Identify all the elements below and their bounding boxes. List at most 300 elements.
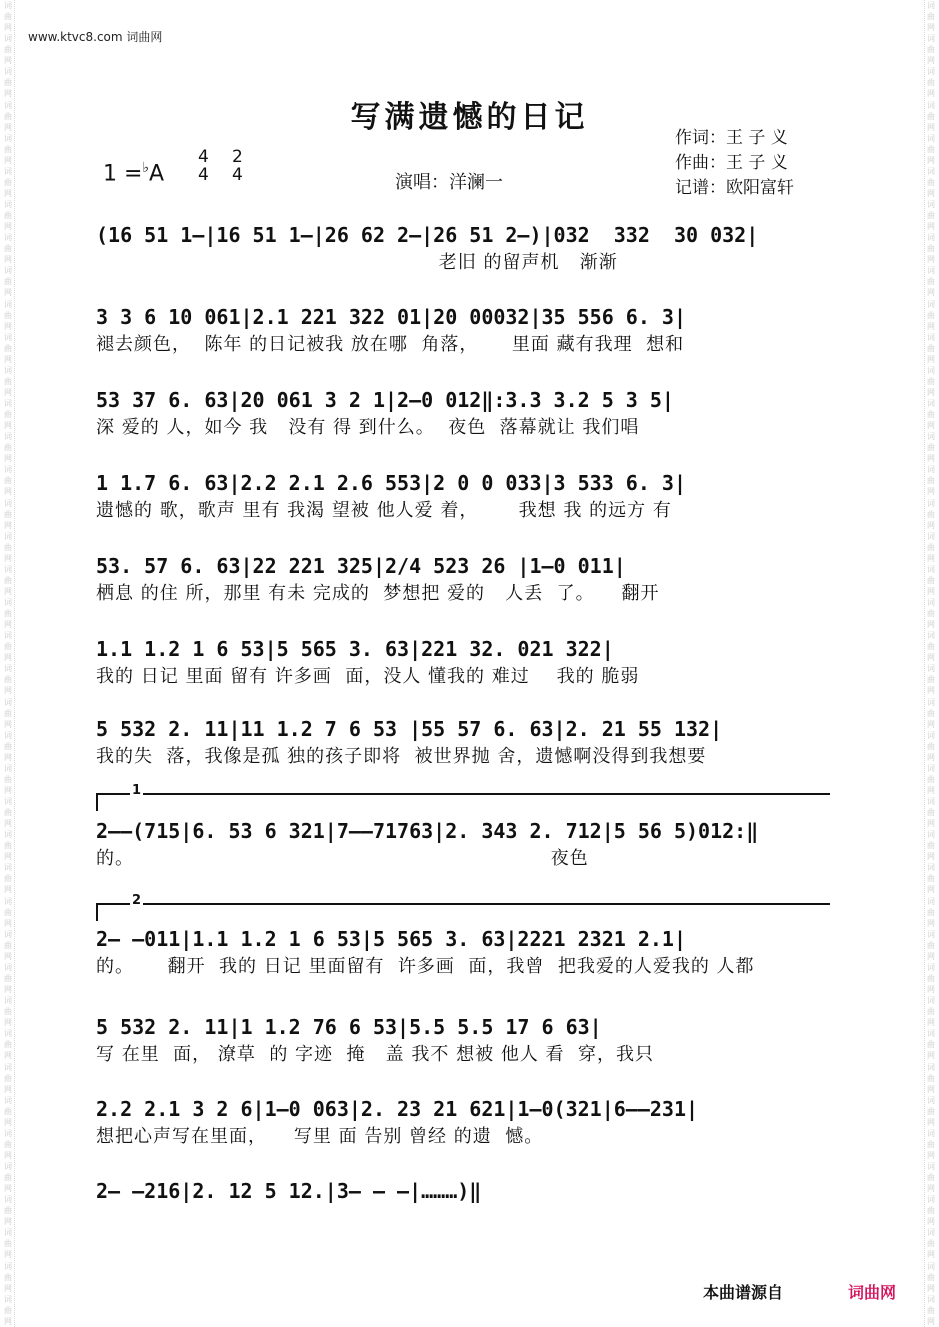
watermark-glyph: 词 bbox=[927, 996, 935, 1006]
flat-icon: ♭ bbox=[142, 160, 150, 176]
watermark-glyph: 网 bbox=[927, 122, 935, 132]
notation: 3 3 6 10 061|2.1 221 322 01|20 00032|35 556 6. 3| bbox=[96, 305, 687, 329]
key-note: A bbox=[149, 161, 165, 187]
lyrics: 的。 翻开 我的 日记 里面留有 许多画 面，我曾 把我爱的人爱我的 人都 bbox=[96, 956, 755, 977]
notation: 5 532 2. 11|11 1.2 7 6 53 |55 57 6. 63|2. 21 55 132| bbox=[96, 717, 723, 741]
watermark-column-left bbox=[2, 0, 15, 1327]
watermark-glyph: 词 bbox=[4, 1029, 12, 1039]
watermark-glyph: 曲 bbox=[4, 741, 12, 751]
watermark-glyph: 曲 bbox=[4, 509, 12, 519]
watermark-glyph: 曲 bbox=[4, 940, 12, 950]
watermark-glyph: 词 bbox=[4, 1195, 12, 1205]
notation: 1 1.7 6. 63|2.2 2.1 2.6 553|2 0 0 033|3 533 6. 3| bbox=[96, 471, 687, 495]
watermark-glyph: 网 bbox=[4, 553, 12, 563]
watermark-glyph: 词 bbox=[927, 233, 935, 243]
watermark-glyph: 网 bbox=[4, 686, 12, 696]
watermark-glyph: 网 bbox=[4, 56, 12, 66]
site-url: www.ktvc8.com 词曲网 bbox=[28, 30, 163, 44]
watermark-glyph: 网 bbox=[4, 984, 12, 994]
watermark-glyph: 网 bbox=[927, 1217, 935, 1227]
watermark-glyph: 网 bbox=[927, 852, 935, 862]
notation: 53. 57 6. 63|22 221 325|2/4 523 26 |1—0 011| bbox=[96, 554, 626, 578]
watermark-glyph: 曲 bbox=[927, 575, 935, 585]
score-line-1 bbox=[96, 220, 836, 276]
watermark-glyph: 曲 bbox=[927, 1272, 935, 1282]
watermark-glyph: 曲 bbox=[4, 609, 12, 619]
watermark-glyph: 网 bbox=[927, 520, 935, 530]
watermark-glyph: 曲 bbox=[927, 476, 935, 486]
watermark-glyph: 曲 bbox=[4, 277, 12, 287]
watermark-glyph: 词 bbox=[4, 763, 12, 773]
watermark-glyph: 网 bbox=[4, 354, 12, 364]
watermark-glyph: 词 bbox=[4, 996, 12, 1006]
watermark-glyph: 词 bbox=[4, 1128, 12, 1138]
watermark-glyph: 词 bbox=[927, 432, 935, 442]
watermark-glyph: 曲 bbox=[927, 78, 935, 88]
watermark-glyph: 曲 bbox=[4, 973, 12, 983]
watermark-glyph: 网 bbox=[4, 387, 12, 397]
watermark-glyph: 网 bbox=[4, 1217, 12, 1227]
watermark-glyph: 词 bbox=[4, 598, 12, 608]
watermark-glyph: 词 bbox=[4, 830, 12, 840]
watermark-glyph: 网 bbox=[4, 819, 12, 829]
watermark-glyph: 网 bbox=[927, 387, 935, 397]
watermark-glyph: 词 bbox=[927, 564, 935, 574]
watermark-glyph: 词 bbox=[4, 1228, 12, 1238]
watermark-glyph: 网 bbox=[4, 1051, 12, 1061]
time-signature-2-4 bbox=[232, 148, 243, 184]
watermark-glyph: 曲 bbox=[927, 310, 935, 320]
watermark-glyph: 曲 bbox=[927, 808, 935, 818]
watermark-glyph: 曲 bbox=[927, 642, 935, 652]
watermark-glyph: 网 bbox=[4, 155, 12, 165]
watermark-glyph: 词 bbox=[927, 1294, 935, 1304]
watermark-glyph: 词 bbox=[4, 664, 12, 674]
watermark-glyph: 网 bbox=[4, 620, 12, 630]
watermark-glyph: 词 bbox=[4, 365, 12, 375]
volta-bracket-2 bbox=[96, 893, 830, 921]
watermark-glyph: 词 bbox=[4, 332, 12, 342]
watermark-glyph: 曲 bbox=[4, 642, 12, 652]
lyrics: 我的 日记 里面 留有 许多画 面，没人 懂我的 难过 我的 脆弱 bbox=[96, 666, 640, 687]
watermark-glyph: 曲 bbox=[4, 542, 12, 552]
watermark-glyph: 曲 bbox=[4, 1305, 12, 1315]
lyrics: 深 爱的 人，如今 我 没有 得 到什么。 夜色 落幕就让 我们唱 bbox=[96, 417, 640, 438]
watermark-glyph: 网 bbox=[927, 885, 935, 895]
watermark-glyph: 词 bbox=[4, 166, 12, 176]
meter-top: 2 bbox=[232, 147, 243, 167]
watermark-glyph: 曲 bbox=[927, 12, 935, 21]
notation: 2— —011|1.1 1.2 1 6 53|5 565 3. 63|2221 2321 2.1| bbox=[96, 927, 687, 951]
meter-bottom: 4 bbox=[198, 165, 209, 185]
footer-source-label: 本曲谱源自 bbox=[703, 1283, 784, 1302]
watermark-glyph: 曲 bbox=[4, 12, 12, 21]
watermark-glyph: 曲 bbox=[927, 376, 935, 386]
watermark-glyph: 曲 bbox=[4, 443, 12, 453]
watermark-glyph: 网 bbox=[4, 653, 12, 663]
watermark-glyph: 网 bbox=[927, 553, 935, 563]
watermark-glyph: 曲 bbox=[927, 675, 935, 685]
watermark-glyph: 网 bbox=[927, 487, 935, 497]
watermark-glyph: 网 bbox=[4, 885, 12, 895]
watermark-glyph: 网 bbox=[4, 321, 12, 331]
watermark-glyph: 网 bbox=[927, 255, 935, 265]
watermark-glyph: 曲 bbox=[927, 45, 935, 55]
volta-number: 1 bbox=[132, 783, 142, 798]
watermark-glyph: 网 bbox=[927, 1051, 935, 1061]
watermark-glyph: 曲 bbox=[4, 144, 12, 154]
lyrics: 褪去颜色， 陈年 的日记被我 放在哪 角落， 里面 藏有我理 想和 bbox=[96, 334, 685, 355]
watermark-glyph: 曲 bbox=[4, 675, 12, 685]
watermark-glyph: 曲 bbox=[927, 874, 935, 884]
watermark-glyph: 词 bbox=[927, 1228, 935, 1238]
watermark-glyph: 曲 bbox=[4, 774, 12, 784]
watermark-glyph: 词 bbox=[927, 929, 935, 939]
watermark-glyph: 网 bbox=[4, 1250, 12, 1260]
watermark-glyph: 网 bbox=[4, 487, 12, 497]
watermark-glyph: 网 bbox=[4, 1084, 12, 1094]
watermark-glyph: 曲 bbox=[927, 708, 935, 718]
watermark-glyph: 曲 bbox=[4, 1007, 12, 1017]
watermark-glyph: 词 bbox=[4, 465, 12, 475]
watermark-glyph: 词 bbox=[4, 929, 12, 939]
watermark-glyph: 网 bbox=[927, 620, 935, 630]
watermark-glyph: 曲 bbox=[927, 1139, 935, 1149]
watermark-glyph: 网 bbox=[4, 454, 12, 464]
watermark-glyph: 网 bbox=[927, 586, 935, 596]
watermark-glyph: 词 bbox=[4, 299, 12, 309]
watermark-glyph: 词 bbox=[4, 962, 12, 972]
watermark-glyph: 词 bbox=[4, 1261, 12, 1271]
watermark-glyph: 网 bbox=[4, 951, 12, 961]
watermark-glyph: 词 bbox=[927, 664, 935, 674]
notation: 5 532 2. 11|1 1.2 76 6 53|5.5 5.5 17 6 63| bbox=[96, 1015, 602, 1039]
watermark-glyph: 网 bbox=[4, 255, 12, 265]
watermark-glyph: 曲 bbox=[927, 609, 935, 619]
watermark-glyph: 曲 bbox=[927, 1206, 935, 1216]
watermark-glyph: 曲 bbox=[927, 1007, 935, 1017]
watermark-glyph: 词 bbox=[4, 531, 12, 541]
watermark-glyph: 曲 bbox=[927, 343, 935, 353]
watermark-glyph: 曲 bbox=[4, 907, 12, 917]
watermark-glyph: 词 bbox=[927, 631, 935, 641]
watermark-glyph: 网 bbox=[927, 354, 935, 364]
volta-number: 2 bbox=[132, 893, 142, 908]
watermark-glyph: 曲 bbox=[4, 575, 12, 585]
watermark-glyph: 曲 bbox=[4, 808, 12, 818]
watermark-glyph: 词 bbox=[927, 200, 935, 210]
watermark-glyph: 网 bbox=[927, 1117, 935, 1127]
watermark-glyph: 网 bbox=[4, 918, 12, 928]
score-line-12 bbox=[96, 1176, 836, 1206]
score-line-3 bbox=[96, 385, 836, 441]
watermark-glyph: 词 bbox=[927, 67, 935, 77]
watermark-glyph: 词 bbox=[927, 1261, 935, 1271]
score-line-5 bbox=[96, 551, 836, 607]
watermark-glyph: 词 bbox=[927, 1195, 935, 1205]
watermark-glyph: 网 bbox=[4, 1283, 12, 1293]
watermark-glyph: 网 bbox=[4, 89, 12, 99]
score-line-6 bbox=[96, 634, 836, 690]
watermark-glyph: 词 bbox=[927, 299, 935, 309]
watermark-glyph: 曲 bbox=[4, 1206, 12, 1216]
watermark-glyph: 曲 bbox=[927, 277, 935, 287]
watermark-glyph: 网 bbox=[4, 1184, 12, 1194]
watermark-glyph: 网 bbox=[4, 1117, 12, 1127]
watermark-glyph: 词 bbox=[927, 1162, 935, 1172]
watermark-glyph: 曲 bbox=[4, 1239, 12, 1249]
watermark-glyph: 词 bbox=[927, 730, 935, 740]
watermark-glyph: 曲 bbox=[927, 144, 935, 154]
watermark-glyph: 网 bbox=[927, 23, 935, 32]
watermark-glyph: 网 bbox=[4, 852, 12, 862]
notation: 2— —216|2. 12 5 12.|3— — —|………)‖ bbox=[96, 1179, 482, 1203]
meter-bottom: 4 bbox=[232, 165, 243, 185]
watermark-glyph: 曲 bbox=[927, 1173, 935, 1183]
notation: 2.2 2.1 3 2 6|1—0 063|2. 23 21 621|1—0(321|6——231| bbox=[96, 1097, 699, 1121]
watermark-glyph: 词 bbox=[927, 531, 935, 541]
watermark-glyph: 网 bbox=[927, 1316, 935, 1326]
watermark-glyph: 网 bbox=[927, 785, 935, 795]
watermark-glyph: 网 bbox=[927, 288, 935, 298]
watermark-glyph: 网 bbox=[927, 1150, 935, 1160]
watermark-glyph: 曲 bbox=[4, 1040, 12, 1050]
watermark-glyph: 曲 bbox=[927, 940, 935, 950]
watermark-glyph: 词 bbox=[927, 598, 935, 608]
footer-brand-link[interactable]: 词曲网 bbox=[848, 1283, 897, 1302]
watermark-column-right bbox=[924, 0, 937, 1327]
watermark-glyph: 词 bbox=[4, 564, 12, 574]
watermark-glyph: 网 bbox=[4, 288, 12, 298]
watermark-glyph: 网 bbox=[927, 1250, 935, 1260]
watermark-glyph: 网 bbox=[927, 155, 935, 165]
score-line-10 bbox=[96, 1012, 836, 1068]
watermark-glyph: 曲 bbox=[4, 244, 12, 254]
lyrics: 老旧 的留声机 渐渐 bbox=[96, 252, 618, 273]
watermark-glyph: 词 bbox=[4, 896, 12, 906]
watermark-glyph: 网 bbox=[4, 586, 12, 596]
singer-credit: 演唱：洋澜一 bbox=[395, 172, 503, 193]
watermark-glyph: 曲 bbox=[927, 211, 935, 221]
watermark-glyph: 词 bbox=[4, 697, 12, 707]
watermark-glyph: 词 bbox=[927, 1128, 935, 1138]
lyrics: 栖息 的住 所，那里 有未 完成的 梦想把 爱的 人丢 了。 翻开 bbox=[96, 583, 660, 604]
key-prefix: 1 = bbox=[103, 161, 143, 187]
score-line-9 bbox=[96, 924, 836, 980]
watermark-glyph: 曲 bbox=[4, 476, 12, 486]
watermark-glyph: 词 bbox=[927, 763, 935, 773]
watermark-glyph: 词 bbox=[4, 1062, 12, 1072]
watermark-glyph: 网 bbox=[4, 719, 12, 729]
watermark-glyph: 网 bbox=[927, 686, 935, 696]
watermark-glyph: 网 bbox=[927, 56, 935, 66]
watermark-glyph: 词 bbox=[4, 432, 12, 442]
watermark-glyph: 网 bbox=[927, 222, 935, 232]
watermark-glyph: 网 bbox=[927, 421, 935, 431]
watermark-glyph: 网 bbox=[927, 918, 935, 928]
lyrics: 遗憾的 歌，歌声 里有 我渴 望被 他人爱 着， 我想 我 的远方 有 bbox=[96, 500, 672, 521]
watermark-glyph: 曲 bbox=[927, 973, 935, 983]
watermark-glyph: 词 bbox=[4, 133, 12, 143]
watermark-glyph: 词 bbox=[4, 399, 12, 409]
watermark-glyph: 词 bbox=[927, 100, 935, 110]
watermark-glyph: 曲 bbox=[4, 376, 12, 386]
watermark-glyph: 网 bbox=[927, 719, 935, 729]
watermark-glyph: 网 bbox=[4, 752, 12, 762]
watermark-glyph: 网 bbox=[927, 89, 935, 99]
watermark-glyph: 曲 bbox=[927, 244, 935, 254]
watermark-glyph: 词 bbox=[4, 1095, 12, 1105]
watermark-glyph: 词 bbox=[927, 332, 935, 342]
watermark-glyph: 词 bbox=[4, 797, 12, 807]
watermark-glyph: 词 bbox=[927, 797, 935, 807]
lyrics: 想把心声写在里面， 写里 面 告别 曾经 的遗 憾。 bbox=[96, 1126, 544, 1147]
watermark-glyph: 曲 bbox=[4, 1272, 12, 1282]
watermark-glyph: 词 bbox=[4, 34, 12, 44]
watermark-glyph: 曲 bbox=[4, 1106, 12, 1116]
watermark-glyph: 词 bbox=[4, 67, 12, 77]
watermark-glyph: 曲 bbox=[4, 211, 12, 221]
watermark-glyph: 曲 bbox=[4, 1173, 12, 1183]
watermark-glyph: 网 bbox=[4, 1018, 12, 1028]
watermark-glyph: 词 bbox=[927, 498, 935, 508]
watermark-glyph: 词 bbox=[927, 266, 935, 276]
watermark-glyph: 词 bbox=[927, 166, 935, 176]
score-line-2 bbox=[96, 302, 836, 358]
watermark-glyph: 网 bbox=[4, 785, 12, 795]
score-line-7 bbox=[96, 714, 836, 770]
watermark-glyph: 网 bbox=[927, 321, 935, 331]
watermark-glyph: 词 bbox=[927, 133, 935, 143]
watermark-glyph: 词 bbox=[4, 100, 12, 110]
watermark-glyph: 曲 bbox=[927, 177, 935, 187]
watermark-glyph: 词 bbox=[927, 1095, 935, 1105]
watermark-glyph: 网 bbox=[927, 188, 935, 198]
lyricist-credit: 作词：王 子 义 bbox=[675, 128, 788, 148]
watermark-glyph: 曲 bbox=[4, 45, 12, 55]
watermark-glyph: 曲 bbox=[4, 343, 12, 353]
watermark-glyph: 曲 bbox=[927, 443, 935, 453]
watermark-glyph: 曲 bbox=[927, 1239, 935, 1249]
watermark-glyph: 曲 bbox=[927, 1106, 935, 1116]
watermark-glyph: 词 bbox=[927, 1029, 935, 1039]
watermark-glyph: 网 bbox=[4, 23, 12, 32]
watermark-glyph: 曲 bbox=[4, 177, 12, 187]
meter-top: 4 bbox=[198, 147, 209, 167]
watermark-glyph: 曲 bbox=[927, 741, 935, 751]
watermark-glyph: 词 bbox=[4, 1, 12, 10]
watermark-glyph: 词 bbox=[4, 730, 12, 740]
credits bbox=[675, 126, 794, 201]
watermark-glyph: 词 bbox=[4, 863, 12, 873]
watermark-glyph: 曲 bbox=[927, 774, 935, 784]
watermark-glyph: 词 bbox=[4, 631, 12, 641]
watermark-glyph: 曲 bbox=[4, 1139, 12, 1149]
watermark-glyph: 网 bbox=[927, 1283, 935, 1293]
watermark-glyph: 词 bbox=[927, 962, 935, 972]
watermark-glyph: 词 bbox=[4, 200, 12, 210]
watermark-glyph: 词 bbox=[927, 465, 935, 475]
watermark-glyph: 曲 bbox=[927, 1073, 935, 1083]
watermark-glyph: 曲 bbox=[4, 708, 12, 718]
watermark-glyph: 网 bbox=[4, 1316, 12, 1326]
score-line-8 bbox=[96, 816, 836, 872]
notation: (16 51 1—|16 51 1—|26 62 2—|26 51 2—)|032 332 30 032| bbox=[96, 223, 759, 247]
watermark-glyph: 词 bbox=[927, 863, 935, 873]
watermark-glyph: 词 bbox=[927, 34, 935, 44]
watermark-glyph: 词 bbox=[4, 1162, 12, 1172]
watermark-glyph: 词 bbox=[927, 1062, 935, 1072]
key-signature bbox=[103, 160, 164, 186]
watermark-glyph: 网 bbox=[927, 1184, 935, 1194]
notation: 53 37 6. 63|20 061 3 2 1|2—0 012‖:3.3 3.2 5 3 5| bbox=[96, 388, 674, 412]
watermark-glyph: 网 bbox=[927, 752, 935, 762]
watermark-glyph: 词 bbox=[4, 233, 12, 243]
watermark-glyph: 网 bbox=[927, 984, 935, 994]
watermark-glyph: 曲 bbox=[4, 78, 12, 88]
watermark-glyph: 曲 bbox=[927, 1040, 935, 1050]
watermark-glyph: 网 bbox=[4, 1150, 12, 1160]
watermark-glyph: 曲 bbox=[4, 410, 12, 420]
notation: 1.1 1.2 1 6 53|5 565 3. 63|221 32. 021 322| bbox=[96, 637, 614, 661]
watermark-glyph: 曲 bbox=[927, 410, 935, 420]
watermark-glyph: 网 bbox=[927, 454, 935, 464]
watermark-glyph: 曲 bbox=[4, 310, 12, 320]
watermark-glyph: 词 bbox=[927, 399, 935, 409]
watermark-glyph: 网 bbox=[927, 1018, 935, 1028]
volta-bracket-1 bbox=[96, 783, 830, 811]
score-line-11 bbox=[96, 1094, 836, 1150]
watermark-glyph: 曲 bbox=[927, 841, 935, 851]
lyrics: 我的失 落，我像是孤 独的孩子即将 被世界抛 舍，遗憾啊没得到我想要 bbox=[96, 746, 707, 767]
watermark-glyph: 曲 bbox=[927, 111, 935, 121]
watermark-glyph: 词 bbox=[927, 365, 935, 375]
watermark-glyph: 曲 bbox=[4, 874, 12, 884]
score-line-4 bbox=[96, 468, 836, 524]
watermark-glyph: 词 bbox=[927, 1, 935, 10]
watermark-glyph: 曲 bbox=[927, 1305, 935, 1315]
lyrics: 的。 夜色 bbox=[96, 848, 589, 869]
watermark-glyph: 网 bbox=[927, 819, 935, 829]
watermark-glyph: 网 bbox=[4, 520, 12, 530]
watermark-glyph: 词 bbox=[927, 697, 935, 707]
song-title: 写满遗憾的日记 bbox=[350, 100, 589, 135]
watermark-glyph: 网 bbox=[4, 122, 12, 132]
watermark-glyph: 词 bbox=[927, 830, 935, 840]
watermark-glyph: 网 bbox=[927, 653, 935, 663]
watermark-glyph: 曲 bbox=[4, 1073, 12, 1083]
watermark-glyph: 词 bbox=[4, 266, 12, 276]
watermark-glyph: 词 bbox=[4, 1294, 12, 1304]
composer-credit: 作曲：王 子 义 bbox=[675, 153, 788, 173]
watermark-glyph: 曲 bbox=[4, 841, 12, 851]
watermark-glyph: 网 bbox=[927, 951, 935, 961]
watermark-glyph: 曲 bbox=[927, 542, 935, 552]
watermark-glyph: 网 bbox=[4, 421, 12, 431]
time-signature-4-4 bbox=[198, 148, 209, 184]
watermark-glyph: 曲 bbox=[4, 111, 12, 121]
watermark-glyph: 网 bbox=[4, 222, 12, 232]
transcriber-credit: 记谱：欧阳富轩 bbox=[675, 178, 794, 198]
watermark-glyph: 网 bbox=[927, 1084, 935, 1094]
notation: 2——(715|6. 53 6 321|7——71763|2. 343 2. 712|5 56 5)012:‖ bbox=[96, 819, 759, 843]
watermark-glyph: 曲 bbox=[927, 509, 935, 519]
watermark-glyph: 曲 bbox=[927, 907, 935, 917]
watermark-glyph: 词 bbox=[4, 498, 12, 508]
watermark-glyph: 词 bbox=[927, 896, 935, 906]
lyrics: 写 在里 面， 潦草 的 字迹 掩 盖 我不 想被 他人 看 穿，我只 bbox=[96, 1044, 654, 1065]
watermark-glyph: 网 bbox=[4, 188, 12, 198]
